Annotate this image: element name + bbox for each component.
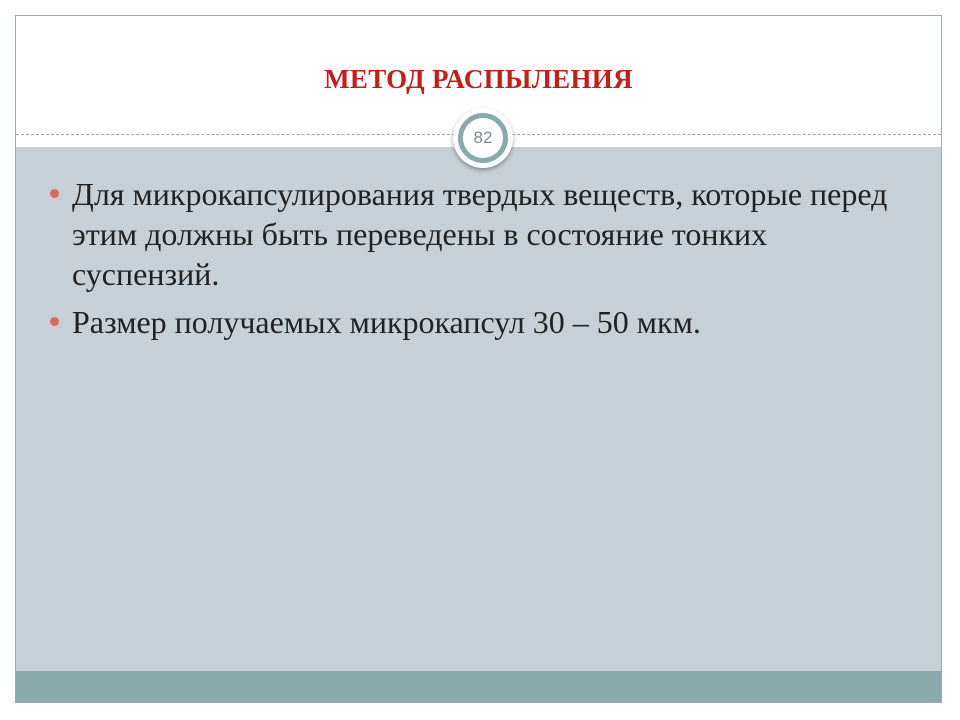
bullet-marker-icon xyxy=(50,317,59,326)
bullet-list xyxy=(50,174,910,350)
slide-title: МЕТОД РАСПЫЛЕНИЯ xyxy=(324,64,633,94)
page-number-badge xyxy=(453,108,513,168)
bullet-marker-icon xyxy=(50,189,59,198)
slide xyxy=(15,15,942,703)
page-number: 82 xyxy=(473,128,493,147)
footer-bar xyxy=(16,671,941,703)
bullet-item xyxy=(50,174,910,294)
bullet-item xyxy=(50,302,910,342)
bullet-text: Размер получаемых микрокапсул 30 – 50 мкм. xyxy=(72,304,701,340)
page-number-ring xyxy=(458,113,508,163)
bullet-text: Для микрокапсулирования твердых веществ, которые перед этим должны быть переведены в состояние тонких суспензий. xyxy=(72,176,888,292)
